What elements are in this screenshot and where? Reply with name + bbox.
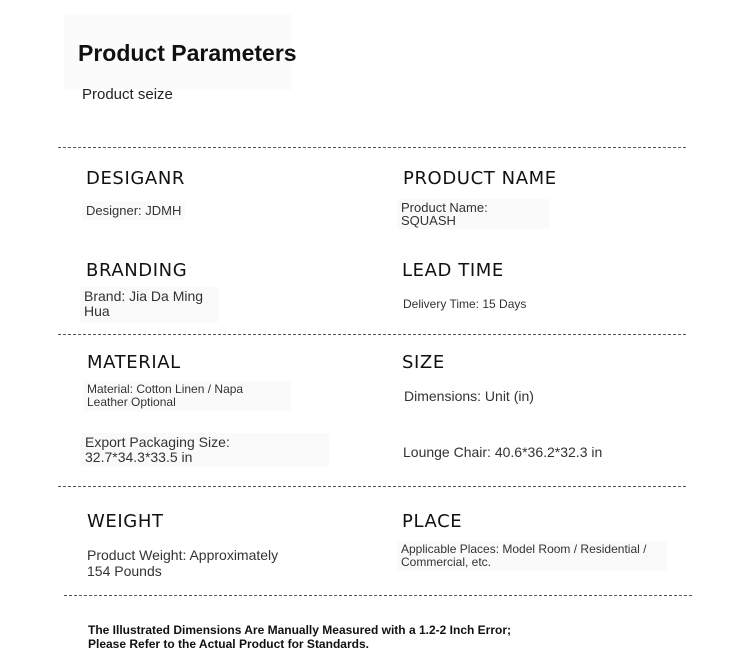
branding-value: Brand: Jia Da Ming Hua xyxy=(80,287,218,322)
branding-heading: BRANDING xyxy=(86,260,188,281)
designer-heading: DESIGANR xyxy=(86,168,186,189)
packaging-size-value: Export Packaging Size: 32.7*34.3*33.5 in xyxy=(81,433,329,466)
material-heading: MATERIAL xyxy=(87,352,181,373)
lead-time-heading: LEAD TIME xyxy=(402,260,504,281)
weight-heading: WEIGHT xyxy=(87,511,164,532)
divider xyxy=(58,147,686,148)
product-name-value: Product Name: SQUASH xyxy=(397,199,550,229)
size-value: Dimensions: Unit (in) xyxy=(404,388,534,404)
designer-value: Designer: JDMH xyxy=(82,201,185,220)
divider xyxy=(58,334,686,335)
page-title: Product Parameters xyxy=(78,40,297,66)
size-heading: SIZE xyxy=(402,352,445,373)
place-value: Applicable Places: Model Room / Residential / Commercial, etc. xyxy=(397,541,667,571)
place-heading: PLACE xyxy=(402,511,463,532)
divider xyxy=(58,486,686,487)
lead-time-value: Delivery Time: 15 Days xyxy=(403,297,527,311)
disclaimer-note: The Illustrated Dimensions Are Manually Measured with a 1.2-2 Inch Error; Please Refer to the Actual Product for Standards. xyxy=(88,623,511,651)
lounge-chair-size-value: Lounge Chair: 40.6*36.2*32.3 in xyxy=(403,444,603,460)
weight-value: Product Weight: Approximately 154 Pounds xyxy=(87,547,279,580)
page-subtitle: Product seize xyxy=(82,86,173,103)
divider xyxy=(64,595,692,596)
material-value: Material: Cotton Linen / Napa Leather Optional xyxy=(83,381,291,411)
product-name-heading: PRODUCT NAME xyxy=(403,168,557,189)
